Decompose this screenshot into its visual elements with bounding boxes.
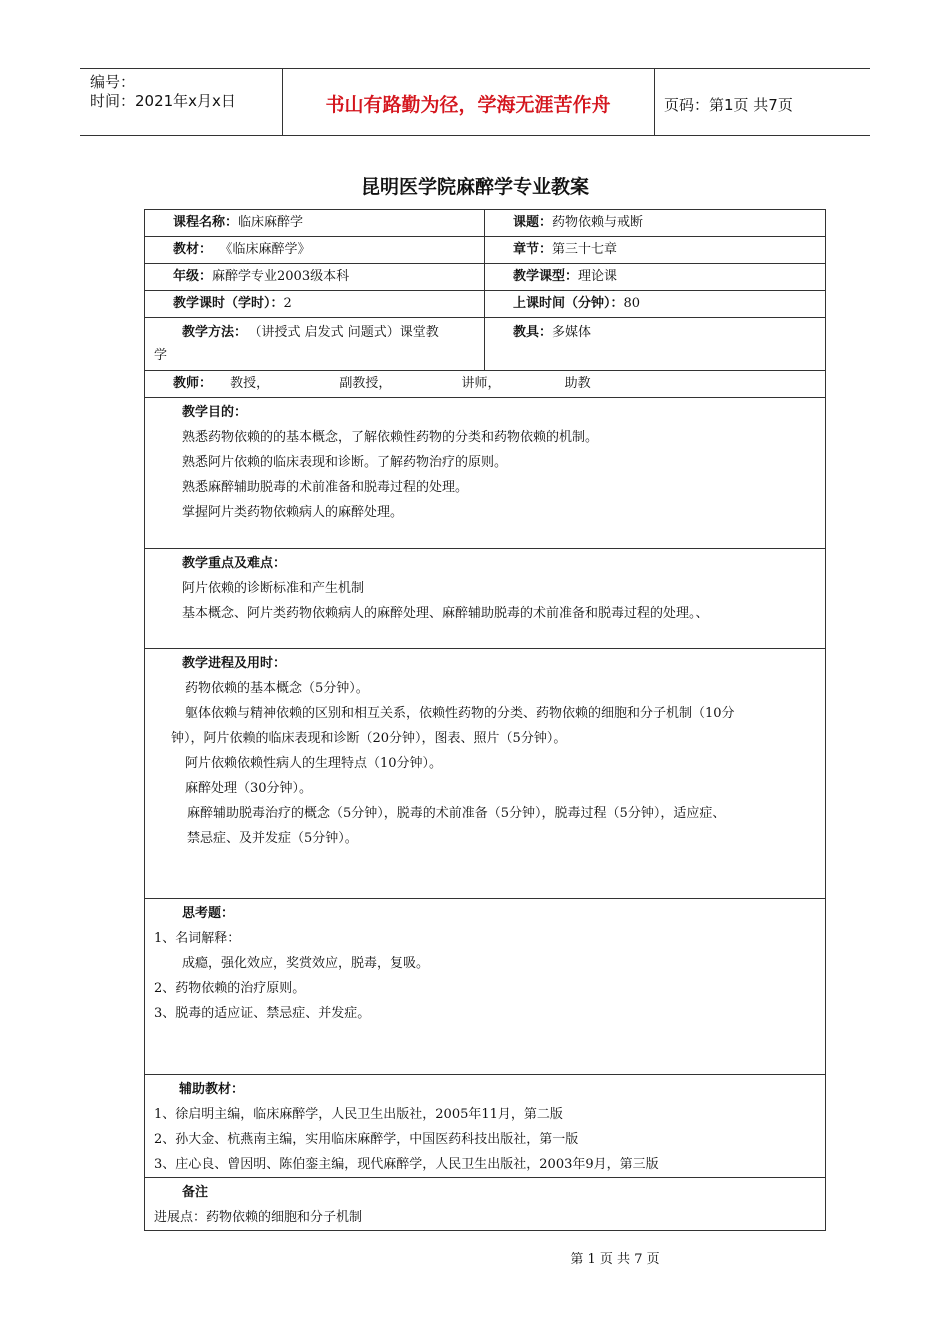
tools-cell: 教具：多媒体 [513, 325, 592, 340]
questions-section [145, 899, 825, 1026]
grade-cell: 年级：麻醉学专业2003级本科 [173, 269, 350, 284]
topic-cell: 课题：药物依赖与戒断 [513, 215, 644, 230]
key-point-item: 基本概念、阿片类药物依赖病人的麻醉处理、麻醉辅助脱毒的术前准备和脱毒过程的处理。、 [182, 606, 709, 621]
row-grade [145, 264, 826, 291]
progress-section [145, 649, 825, 851]
progress-line: 麻醉辅助脱毒治疗的概念（5分钟），脱毒的术前准备（5分钟），脱毒过程（5分钟），适应症、 [187, 806, 726, 821]
key-point-item: 阿片依赖的诊断标准和产生机制 [182, 581, 365, 596]
teacher-associate-professor: 副教授， [339, 376, 392, 391]
header-page-number: 页码：第1页 共7页 [664, 96, 793, 114]
objective-item: 熟悉麻醉辅助脱毒的术前准备和脱毒过程的处理。 [182, 480, 469, 495]
row-method [145, 318, 826, 371]
question-item: 2、药物依赖的治疗原则。 [154, 981, 306, 996]
row-key-points [145, 549, 826, 649]
progress-label: 教学进程及用时： [182, 656, 287, 671]
remarks-text: 进展点：药物依赖的细胞和分子机制 [154, 1210, 363, 1225]
chapter-cell: 章节：第三十七章 [513, 242, 618, 257]
header-divider-right [654, 68, 655, 135]
objectives-section [145, 398, 825, 525]
class-type-value: 理论课 [578, 269, 618, 284]
method-value-line1: （讲授式 启发式 问题式）课堂教 [255, 325, 439, 340]
header-date: 时间：2021年x月x日 [90, 92, 236, 110]
teacher-assistant: 助教 [564, 376, 591, 391]
class-type-cell: 教学课型：理论课 [513, 269, 618, 284]
method-value-line2: 学 [154, 348, 168, 363]
row-objectives [145, 398, 826, 549]
header-bottom-rule [80, 135, 870, 136]
teacher-cell: 教师： 教授， 副教授， 讲师， 助教 [173, 376, 591, 391]
references-section [145, 1075, 825, 1177]
reference-item: 3、庄心良、曾因明、陈伯銮主编，现代麻醉学，人民卫生出版社，2003年9月，第三版 [154, 1157, 659, 1172]
key-points-label: 教学重点及难点： [182, 556, 287, 571]
chapter-value: 第三十七章 [552, 242, 618, 257]
remarks-label: 备注 [182, 1185, 209, 1200]
row-references [145, 1075, 826, 1178]
teacher-professor: 教授， [230, 376, 270, 391]
remarks-section [145, 1178, 825, 1230]
topic-value: 药物依赖与戒断 [552, 215, 644, 230]
progress-line: 禁忌症、及并发症（5分钟）。 [187, 831, 358, 846]
minutes-cell: 上课时间（分钟）：80 [513, 296, 641, 311]
progress-line: 麻醉处理（30分钟）。 [185, 781, 313, 796]
objective-item: 熟悉药物依赖的的基本概念，了解依赖性药物的分类和药物依赖的机制。 [182, 430, 599, 445]
progress-line: 药物依赖的基本概念（5分钟）。 [185, 681, 369, 696]
textbook-value: 《临床麻醉学》 [226, 242, 311, 257]
reference-item: 2、孙大金、杭燕南主编，实用临床麻醉学，中国医药科技出版社，第一版 [154, 1132, 579, 1147]
minutes-value: 80 [623, 296, 641, 311]
page-footer: 第 1 页 共 7 页 [570, 1252, 660, 1267]
key-points-section [145, 549, 825, 626]
row-remarks [145, 1178, 826, 1231]
objectives-label: 教学目的： [182, 405, 248, 420]
grade-value: 麻醉学专业2003级本科 [212, 269, 350, 284]
references-label: 辅助教材： [179, 1082, 245, 1097]
row-course [145, 210, 826, 237]
row-progress [145, 649, 826, 899]
textbook-cell: 教材： 《临床麻醉学》 [173, 242, 311, 257]
course-cell: 课程名称：临床麻醉学 [173, 215, 304, 230]
progress-line: 钟），阿片依赖的临床表现和诊断（20分钟），图表、照片（5分钟）。 [171, 731, 567, 746]
reference-item: 1、徐启明主编，临床麻醉学，人民卫生出版社，2005年11月，第二版 [154, 1107, 563, 1122]
course-value: 临床麻醉学 [238, 215, 304, 230]
question-item: 1、名词解释： [154, 931, 241, 946]
progress-line: 躯体依赖与精神依赖的区别和相互关系，依赖性药物的分类、药物依赖的细胞和分子机制（10分 [185, 706, 735, 721]
row-textbook [145, 237, 826, 264]
header-motto: 书山有路勤为径，学海无涯苦作舟 [325, 94, 611, 116]
hours-value: 2 [283, 296, 292, 311]
document-title: 昆明医学院麻醉学专业教案 [360, 176, 589, 198]
objective-item: 熟悉阿片依赖的临床表现和诊断。了解药物治疗的原则。 [182, 455, 508, 470]
row-teacher [145, 371, 826, 398]
progress-line: 阿片依赖依赖性病人的生理特点（10分钟）。 [185, 756, 443, 771]
question-item: 3、脱毒的适应证、禁忌症、并发症。 [154, 1006, 371, 1021]
header-top-rule [80, 68, 870, 69]
hours-cell: 教学课时（学时）：2 [173, 296, 292, 311]
row-hours [145, 291, 826, 318]
method-cell: 教学方法： （讲授式 启发式 问题式）课堂教 学 [154, 325, 439, 363]
row-questions [145, 899, 826, 1075]
teacher-lecturer: 讲师， [461, 376, 501, 391]
tools-value: 多媒体 [552, 325, 592, 340]
question-subitem: 成瘾，强化效应，奖赏效应，脱毒，复吸。 [182, 956, 430, 971]
header-number: 编号： [90, 73, 136, 91]
objective-item: 掌握阿片类药物依赖病人的麻醉处理。 [182, 505, 404, 520]
lesson-plan-table [144, 209, 826, 1231]
questions-label: 思考题： [182, 906, 235, 921]
